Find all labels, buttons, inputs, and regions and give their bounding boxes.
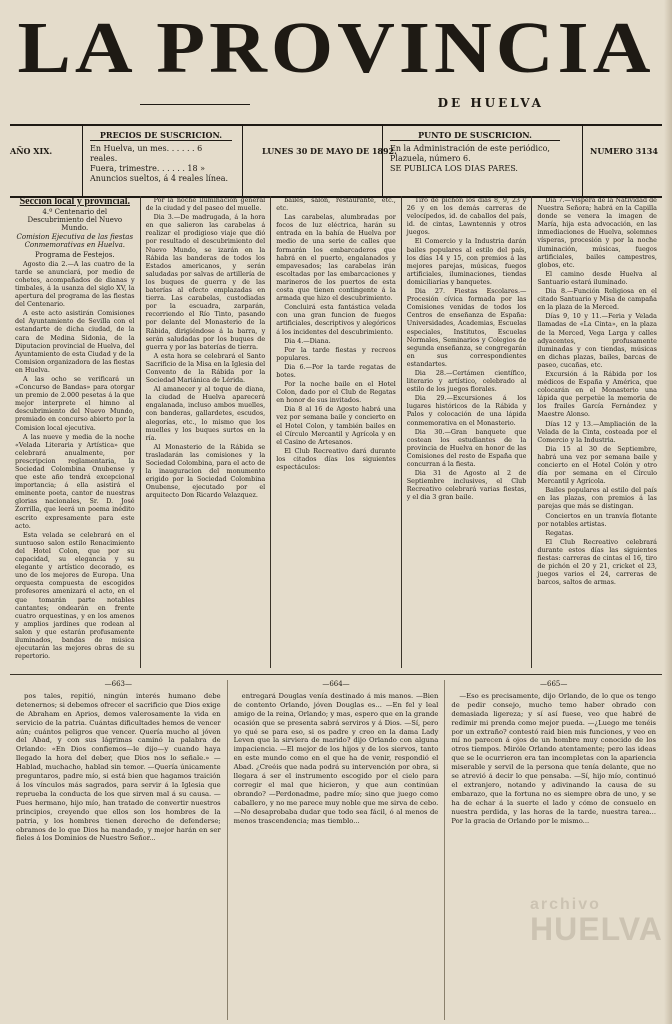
- paragraph: Las carabelas, alumbradas por focos de luz eléctrica, harán su entrada en la bahía de Huelva por medio de una serie de calles que formarán los embarcaderos que habrá en el puerto, engalanados y empavesados; las carabelas irán escoltadas por las embarcaciones y marineros de los puertos de esta costa que tienen contingente á la armada que hizo el descubrimiento.: [276, 213, 396, 303]
- paragraph: Bailes populares al estilo del país en las plazas, con premios á las parejas que más se distingan.: [537, 486, 657, 511]
- feuilleton-text: entregará Douglas venía destinado á mis manos. —Bien de contento Orlando, jóven Douglas es... —En fel y leal amigo de la reina, Orlando; y mas, espero que en la grande ocasión que se presenta sabrá serviros y á Dios. —Sí, pero yo qué se para eso, si os padre y creo en la dama Lady Leven que la sirviera de marido? dijo Orlando con alguna impaciencia. —El mejor de los hijos y de los siervos, tanto en este mundo como en el que ha de venir, respondió el Abad. ¿Creéis que nada podrá su intervención por obra, si llegara á ser el instrumento escogido por el cielo para corregir el mal que hicieron, y que aun continúan obrando? —Perdonadme, padre mío; sino que juego como caballero, y no me parece muy noble que me sirva de cebo. —No desaprobaba dudar que todo sea fácil, ó al menos de menos trascendencia; mas tiemblo...: [233, 691, 439, 825]
- paragraph: Dia 15 al 30 de Septiembre, habrá una vez por semana baile y concierto en el Hotel Colón y otro día por semana en el Círculo Mercantil y Agrícola.: [537, 444, 657, 486]
- feuilleton-column-1: [10, 680, 228, 1020]
- paragraph: Agosto dia 2.—A las cuatro de la tarde se anunciará, por medio de cohetes, acompañados de dianas y timbales, á la usanza del siglo XV, la apertura del programa de las fiestas del Centenario.: [15, 259, 135, 309]
- archive-watermark: [530, 896, 663, 947]
- feuilleton-column-3: [445, 680, 662, 1020]
- paragraph: Dia 28.—Certámen científico, literario y artístico, celebrado al estilo de los juegos florales.: [406, 368, 527, 394]
- masthead: [10, 0, 662, 108]
- feuilleton: [10, 680, 662, 1020]
- news-columns: [10, 196, 662, 668]
- paragraph: Por la noche iluminación general de la ciudad y del paseo del muelle.: [145, 196, 266, 213]
- feuilleton-column-2: [228, 680, 446, 1020]
- newspaper-title: LA PROVINCIA: [17, 7, 655, 89]
- subscription-point-line: SE PUBLICA LOS DIAS PARES.: [390, 164, 518, 173]
- subscription-line: Anuncios sueltos, á 4 reales línea.: [90, 174, 229, 183]
- issue-number: NUMERO 3134: [590, 146, 658, 156]
- paragraph: Dia 6.—Por la tarde regatas de botes.: [276, 362, 396, 379]
- paragraph: El Comercio y la Industria darán bailes populares al estilo del país, los días 14 y 15, con premios á las mejores parejas, músicas, fuegos artificiales, iluminaciones, tiendas domiciliarias y banquetes.: [406, 237, 527, 286]
- divider: [582, 126, 583, 196]
- subscription-point-line: Plazuela, número 6.: [390, 154, 471, 163]
- subscription-point-line: En la Administración de este periódico,: [390, 144, 550, 153]
- article-subheading: Comision Ejecutiva de las fiestas Conmemorativas en Huelva.: [16, 233, 134, 250]
- paragraph: Por la tarde fiestas y recreos populares.: [276, 345, 396, 362]
- paragraph: Dia 8.—Función Religiosa en el citado Santuario y Misa de campaña en la plaza de la Merced.: [537, 287, 657, 312]
- page-number: —663—: [104, 680, 133, 688]
- paragraph: Al Monasterio de la Rábida se trasladarán las comisiones y la Sociedad Colombina, para el acto de la inauguracion del monumento erigido por la Sociedad Colombina Onubense, ejecutado por el arquitecto Don Ricardo Velazquez.: [145, 442, 266, 500]
- subscription-heading: PRECIOS DE SUSCRICION.: [90, 130, 232, 141]
- newspaper-page: [10, 0, 662, 1024]
- feuilleton-text: —Eso es precisamente, dijo Orlando, de lo que os tengo de pedir consejo, mucho temo haber obrado con demasiada ligereza; y sí así fuese, veo que habré de redimir mi prenda como mejor pueda. —¿Luego me tenéis por un extraño? contestó raid bien mis funciones, y veo en mí no parecen á ojos de un hombre muy conocido de los otros tiempos. Miróle Orlando atentamente; pero las ideas que se le ocurrieron era tan incompletas con la apariencia miserable y servil de la persona que tenía delante, que no se atrevió á decir lo que pensaba. —Sí, hijo mío, continuó el extranjero, notando y adivinando la causa de su embarazo, que la fortuna no es siempre obra de uno, y se ha de echar á la suerte el lado y cómo de consuelo en nuestra perdida, y las horas de la tarde, nuestra tarea... Por la gracia de Orlando por le mismo...: [451, 691, 657, 825]
- page-edge-shadow: [664, 0, 672, 1024]
- paragraph: A este acto asistirán Comisiones del Ayuntamiento de Sevilla con el estandarte de dicha ciudad, de la cara de Medina Sidonia, de la Diputacion provincial de Huelva, del Ayuntamiento de esta Ciudad y de la Comision organizadora de las fiestas en Huelva.: [15, 309, 135, 374]
- paragraph: Días 12 y 13.—Ampliación de la Velada de la Cinta, costeada por el Comercio y la Industria.: [537, 419, 657, 444]
- column-5: [532, 196, 662, 668]
- info-bar: [10, 124, 662, 198]
- paragraph: El Club Recreativo celebrará durante estos días las siguientes fiestas: carreras de cintas el 16, tiro de pichón el 20 y 21, cricket el 23, juegos varios el 24, carreras de barcos, saltos de armas.: [537, 537, 657, 587]
- paragraph: A esta hora se celebrará el Santo Sacrificio de la Misa en la Iglesia del Convento de la Rábida por la Sociedad Mariánica de Lérida.: [145, 351, 266, 385]
- paragraph: Dia 27. Fiestas Escolares.—Procesión cívica formada por las Comisiones venidas de todos los Centros de enseñanza de España: Universidades, Academias, Escuelas especiales, Institutos, Escuelas Normales, Seminarios y Colegios de segunda enseñanza, se congregarán en sus correspondientes estandartes.: [406, 287, 527, 368]
- subscription-point-heading: PUNTO DE SUSCRICION.: [390, 130, 560, 141]
- paragraph: Dia 3.—De madrugada, á la hora en que salieron las carabelas á realizar el prodigioso viaje que dió por resultado el descubrimiento del Nuevo Mundo, se izarán en la Rábida las banderas de todos los Estados americanos, y serán saludadas por salvas de artillería de los buques de guerra y de las baterías al efecto emplazadas en tierra. Las carabelas, custodiadas por la escuadra, zarparán, recorriendo el Río Tinto, pasando por delante del Monasterio de la Rábida, dirigiéndose á la barra, y serán saludadas por los buques de guerra y por las baterías de tierra.: [145, 213, 266, 351]
- column-4: [402, 196, 533, 668]
- paragraph: Tiro de pichón los días 8, 9, 23 y 26 y en los demás carreras de velocípedos, id. de caballos del país, id. de cintas, Lawntennis y otros juegos.: [406, 196, 527, 237]
- newspaper-subtitle: DE HUELVA: [437, 96, 544, 110]
- paragraph: Dia 31 de Agosto al 2 de Septiembre inclusives, el Club Recreativo celebrará varias fiestas, y el dia 3 gran baile.: [406, 469, 527, 502]
- column-2: [141, 196, 272, 668]
- watermark-line: HUELVA: [530, 911, 663, 947]
- page-number: —665—: [539, 680, 568, 688]
- section-heading: Seccion local y provincial.: [19, 196, 130, 207]
- subscription-line: En Huelva, un mes. . . . . . 6 reales.: [90, 144, 203, 163]
- year-label: AÑO XIX.: [10, 146, 53, 156]
- column-1: [10, 196, 141, 668]
- paragraph: Concluirá esta fantástica velada con una gran funcion de fuegos artificiales, descriptivos y alegóricos á los incidentes del descubrimiento.: [276, 303, 396, 336]
- paragraph: El camino desde Huelva al Santuario estará iluminado.: [537, 269, 657, 286]
- paragraph: A las ocho se verificará un «Concurso de Bandas» para otorgar un premio de 2.000 pesetas á la que mejor interprete el himno al descubrimiento del Nuevo Mundo, premiado en concurso abierto por la Comision local ejecutiva.: [15, 374, 135, 432]
- divider: [242, 126, 243, 196]
- subscription-line: Fuera, trimestre. . . . . . 18 »: [90, 164, 206, 173]
- paragraph: El Club Recreativo dará durante los citados días los siguientes espectáculos:: [276, 446, 396, 471]
- program-heading: Programa de Festejos.: [35, 250, 115, 259]
- article-heading: 4.º Centenario del Descubrimiento del Nuevo Mundo.: [27, 208, 123, 233]
- paragraph: Al amanecer y al toque de diana, la ciudad de Huelva aparecerá engalanada, incluso ambos muelles, con banderas, gallardetes, escudos, alegorías, etc., lo mismo que los muelles y los buques surtos en la ría.: [145, 385, 266, 442]
- paragraph: Dia 4.—Diana.: [284, 336, 331, 345]
- issue-date: LUNES 30 DE MAYO DE 1892.: [262, 146, 397, 156]
- column-3: [271, 196, 402, 668]
- watermark-line: archivo: [530, 896, 601, 913]
- paragraph: Regatas.: [545, 528, 574, 537]
- feuilleton-text: pos tales, repitió, ningún interés humano debe detenernos; si debemos ofrecer el sacrificio que Dios exige de Abraham en Aprios, demos valerosamente la vida en servicio de la patria. Cuántas dificultades hemos de vencer aún; cuántos peligros que vencer. Quería mucho al jóven del Abad, y con sus lágrimas caminó la palabra de Orlando: «En Dios confiemos—le dijo—y cuando haya llegado la hora del deber, que Dios nos lo señale.» —Hablad, muchacho, hablad sin temor. —Quería únicamente preguntaros, padre mío, si está bien que hagamos traición á los vínculos más sagrados, para servir á la Iglesia que reprueba la conducta de los que sirven mal á su causa. —Pues hermano, hijo mío, han tratado de convertir nuestros principios, creyendo que ellos son los hombres de la patria, y los hombres tienen derecho de defenderse; obramos de lo que Dios ha mandado, y mejor harán en ser fieles á los Dominios de Nuestro Señor...: [16, 691, 221, 843]
- feuilleton-divider: [10, 674, 662, 675]
- subscription-prices: [90, 130, 232, 184]
- paragraph: Dia 30.—Gran banquete que costean los estudiantes de la provincia de Huelva en honor de las Comisiones del resto de España que concurran á la fiesta.: [406, 427, 527, 468]
- paragraph: Dia 8 al 16 de Agosto habrá una vez por semana baile y concierto en el Hotel Colon, y también bailes en el Círculo Mercantil y Agrícola y en el Casino de Artesanos.: [276, 405, 396, 446]
- paragraph: Dia 29.—Excursiones á los lugares históricos de la Rábida y Palos y colocación de una lápida conmemorativa en el Monasterio.: [406, 394, 527, 427]
- paragraph: bailes, salón, restaurante, etc., etc.: [276, 196, 396, 213]
- paragraph: Esta velada se celebrará en el suntuoso salon estilo Renacimiento del Hotel Colon, que por su capacidad, su elegancia y su elegante y artístico decorado, es uno de los mejores de Europa. Una orquesta compuesta de escogidos profesores amenizará el acto, en el que tomarán parte notables cantantes; ondearán en frente cuatro orquestinas, y en los amenos y amplios jardines que rodean al salon y que estarán profusamente iluminados, bandas de música ejecutarán las mejores obras de su repertorio.: [15, 530, 135, 661]
- paragraph: Días 9, 10 y 11.—Feria y Velada llamadas de «La Cinta», en la plaza de la Merced, Vega Larga y calles adyacentes, profusamente iluminadas y con tiendas, músicas en dichas plazas, bailes, barcas de paseo, cucañas, etc.: [537, 312, 657, 369]
- paragraph: A las nueve y media de la noche «Velada Literaria y Artística» que celebrará anualmente, por prescripcion reglamentaria, la Sociedad Colombina Onubense y que este año tendrá excepcional importancia; á ella asistirá el eminente poeta, cantor de nuestras glorias nacionales, Sr. D. José Zorrilla, que leerá un poema inédito escrito expresamente para este acto.: [15, 432, 135, 530]
- divider: [82, 126, 83, 196]
- paragraph: Conciertos en un tranvía flotante por notables artistas.: [537, 511, 657, 528]
- subscription-point: [390, 130, 560, 174]
- paragraph: Excursión á la Rábida por los médicos de España y América, que colocarán en el Monasterio una lápida que perpetúe la memoria de los frailes García Fernández y Maestre Alonso.: [537, 369, 657, 419]
- subtitle-rule: [140, 104, 250, 105]
- divider: [382, 126, 383, 196]
- paragraph: Por la noche baile en el Hotel Colon, dado por el Club de Regatas en honor de sus invitados.: [276, 380, 396, 405]
- paragraph: Dia 7.—Víspera de la Natividad de Nuestra Señora; habrá en la Capilla donde se venera la imagen de María, hija esta advocación, en las inmediaciones de Huelva, solemnes vísperas, procesión y por la noche iluminación, músicas, fuegos artificiales, bailes campestres, globos, etc.: [537, 196, 657, 269]
- page-number: —664—: [322, 680, 350, 688]
